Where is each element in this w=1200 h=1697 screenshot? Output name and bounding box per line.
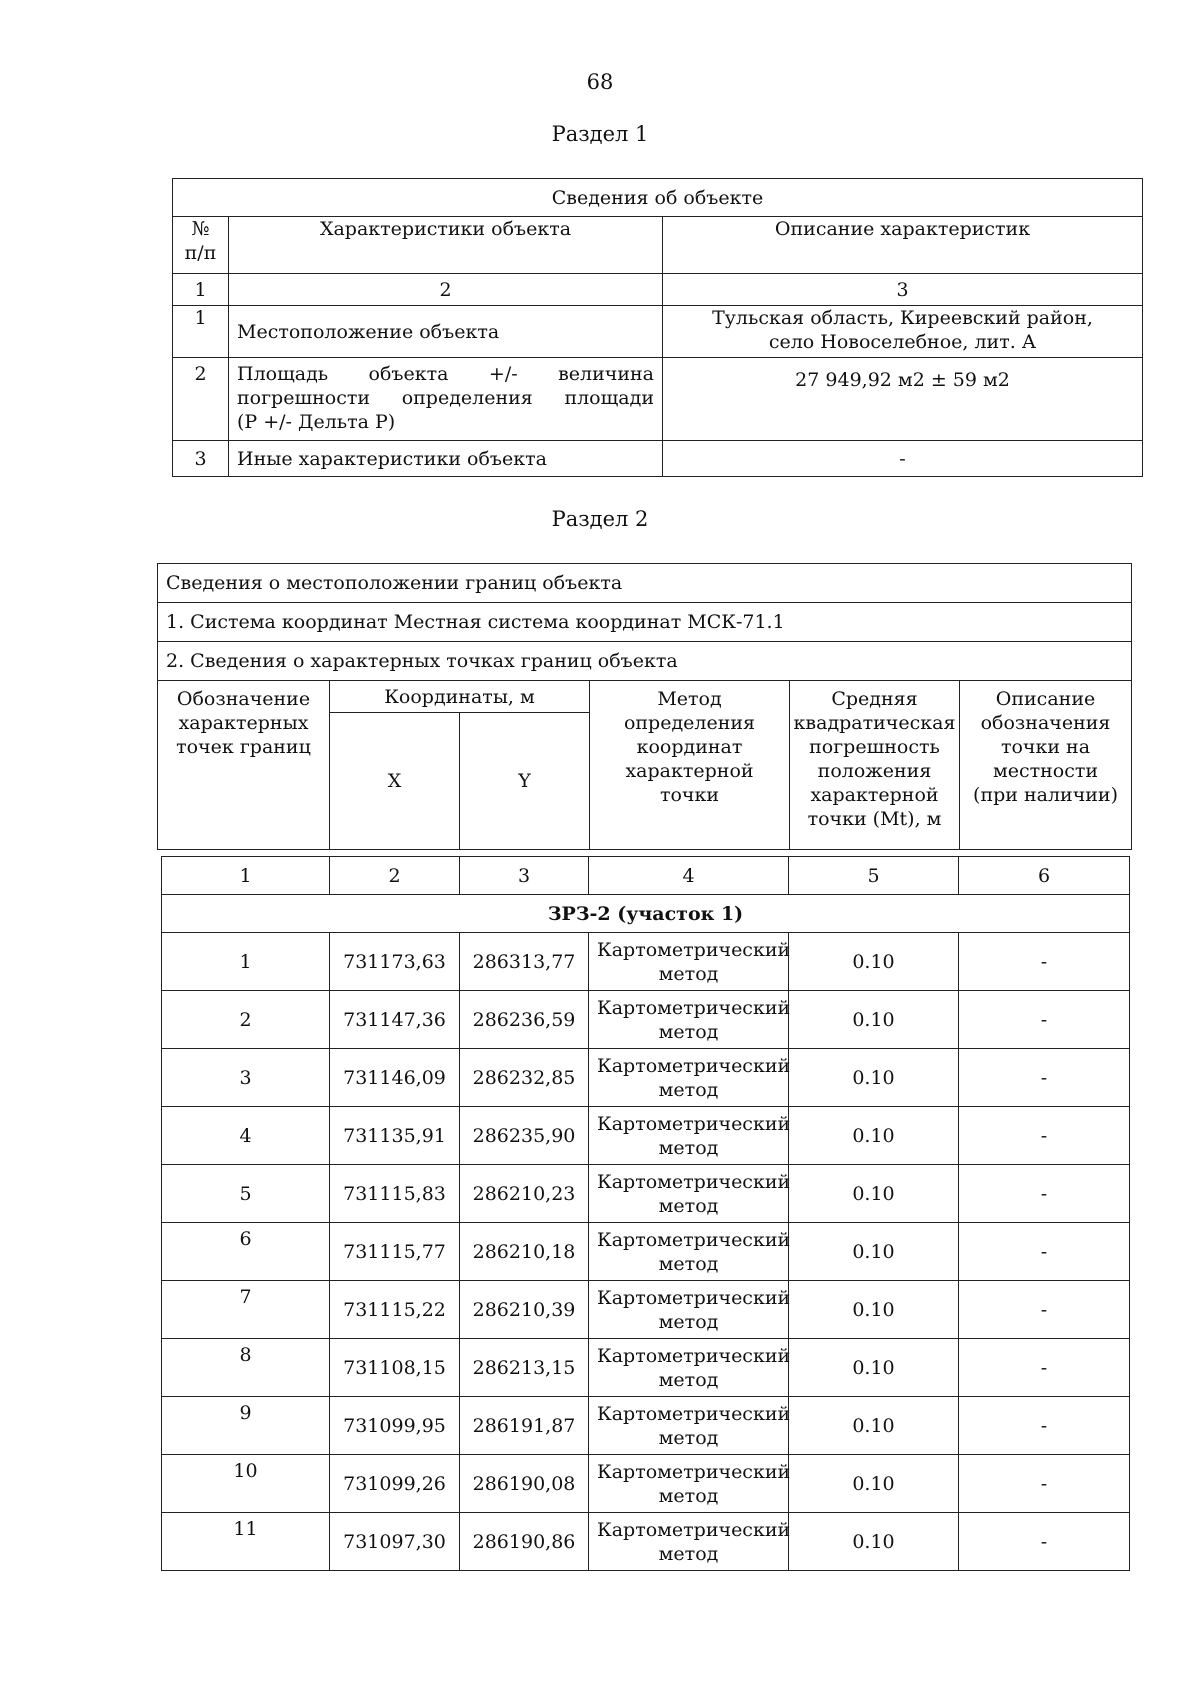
point-number: 2 — [162, 991, 330, 1049]
method-line: метод — [658, 1310, 719, 1333]
point-y: 286213,15 — [460, 1339, 589, 1397]
method-line: метод — [658, 1484, 719, 1507]
header-line: местности — [992, 760, 1099, 782]
header-designation — [158, 681, 330, 850]
point-description: - — [959, 1049, 1130, 1107]
boundary-points-table — [161, 856, 1130, 1571]
method-line: метод — [658, 1136, 719, 1159]
col-number: 1 — [173, 274, 229, 306]
point-y: 286232,85 — [460, 1049, 589, 1107]
header-line: точки — [659, 784, 720, 806]
header-x: X — [330, 713, 460, 850]
point-method — [589, 991, 789, 1049]
header-line: Описание — [995, 688, 1096, 710]
name-line: (Р +/- Дельта Р) — [237, 411, 396, 433]
section1-title: Раздел 1 — [551, 122, 649, 146]
word: объекта — [368, 363, 449, 385]
points-title-row: 2. Сведения о характерных точках границ объекта — [158, 642, 1132, 681]
table-row — [173, 358, 1143, 441]
method-line: метод — [658, 1078, 719, 1101]
boundary-title-row: Сведения о местоположении границ объекта — [158, 564, 1132, 603]
method-line: Картометрический — [597, 1344, 791, 1367]
table-row — [162, 933, 1130, 991]
coordinate-system-row: 1. Система координат Местная система координат МСК-71.1 — [158, 603, 1132, 642]
point-number: 5 — [162, 1165, 330, 1223]
method-line: Картометрический — [597, 1460, 791, 1483]
point-description: - — [959, 1455, 1130, 1513]
point-number: 9 — [162, 1397, 330, 1455]
header-coordinates: Координаты, м — [330, 681, 590, 713]
point-method — [589, 1397, 789, 1455]
col-number: 3 — [460, 857, 589, 895]
point-description: - — [959, 1339, 1130, 1397]
point-x: 731135,91 — [330, 1107, 460, 1165]
col-number: 2 — [229, 274, 663, 306]
point-x: 731108,15 — [330, 1339, 460, 1397]
table-row — [162, 1513, 1130, 1571]
method-line: метод — [658, 1426, 719, 1449]
method-line: Картометрический — [597, 1518, 791, 1541]
method-line: метод — [658, 1020, 719, 1043]
header-line: (при наличии) — [973, 784, 1118, 806]
point-number: 6 — [162, 1223, 330, 1281]
point-description: - — [959, 1281, 1130, 1339]
table-row — [173, 306, 1143, 358]
object-info-title: Сведения об объекте — [173, 179, 1143, 217]
point-description: - — [959, 1165, 1130, 1223]
point-method — [589, 1107, 789, 1165]
point-description: - — [959, 1107, 1130, 1165]
word: площади — [564, 387, 654, 409]
method-line: Картометрический — [597, 1228, 791, 1251]
table-row — [162, 1049, 1130, 1107]
row-num: 3 — [173, 441, 229, 477]
point-description: - — [959, 991, 1130, 1049]
word: +/- — [488, 363, 518, 385]
point-method — [589, 1455, 789, 1513]
boundary-header-table — [157, 563, 1132, 850]
point-number: 10 — [162, 1455, 330, 1513]
table-row — [162, 1165, 1130, 1223]
row-name: Иные характеристики объекта — [229, 441, 663, 477]
table-row — [162, 1455, 1130, 1513]
point-y: 286190,08 — [460, 1455, 589, 1513]
point-number: 1 — [162, 933, 330, 991]
header-error — [790, 681, 960, 850]
col-number: 1 — [162, 857, 330, 895]
point-method — [589, 1165, 789, 1223]
word: величина — [558, 363, 654, 385]
header-description — [960, 681, 1132, 850]
row-num: 1 — [173, 306, 229, 358]
header-y: Y — [460, 713, 590, 850]
table-row — [162, 1281, 1130, 1339]
point-y: 286191,87 — [460, 1397, 589, 1455]
method-line: Картометрический — [597, 1170, 791, 1193]
point-number: 3 — [162, 1049, 330, 1107]
point-x: 731115,22 — [330, 1281, 460, 1339]
col-number: 3 — [663, 274, 1143, 306]
point-error: 0.10 — [789, 1223, 959, 1281]
point-y: 286236,59 — [460, 991, 589, 1049]
point-method — [589, 1223, 789, 1281]
method-line: метод — [658, 1194, 719, 1217]
point-description: - — [959, 1513, 1130, 1571]
table-row — [162, 1397, 1130, 1455]
point-number: 8 — [162, 1339, 330, 1397]
point-method — [589, 1513, 789, 1571]
header-method — [590, 681, 790, 850]
header-line: квадратическая — [793, 712, 956, 734]
method-line: Картометрический — [597, 1112, 791, 1135]
point-x: 731099,26 — [330, 1455, 460, 1513]
point-x: 731115,83 — [330, 1165, 460, 1223]
header-line: характерной — [625, 760, 754, 782]
method-line: Картометрический — [597, 1286, 791, 1309]
desc-line: село Новоселебное, лит. А — [768, 331, 1037, 353]
col-number: 4 — [589, 857, 789, 895]
point-error: 0.10 — [789, 1281, 959, 1339]
row-num: 2 — [173, 358, 229, 441]
row-desc — [663, 306, 1143, 358]
point-y: 286210,23 — [460, 1165, 589, 1223]
point-method — [589, 1049, 789, 1107]
header-line: определения — [623, 712, 756, 734]
method-line: Картометрический — [597, 1054, 791, 1077]
section2-title: Раздел 2 — [551, 507, 649, 531]
header-line: обозначения — [980, 712, 1111, 734]
header-num: № п/п — [173, 217, 229, 274]
method-line: Картометрический — [597, 938, 791, 961]
header-characteristics: Характеристики объекта — [229, 217, 663, 274]
point-x: 731147,36 — [330, 991, 460, 1049]
col-number: 5 — [789, 857, 959, 895]
header-line: точки (Mt), м — [807, 808, 942, 830]
method-line: метод — [658, 962, 719, 985]
table-row — [162, 991, 1130, 1049]
point-error: 0.10 — [789, 933, 959, 991]
point-error: 0.10 — [789, 1513, 959, 1571]
method-line: метод — [658, 1368, 719, 1391]
point-error: 0.10 — [789, 1339, 959, 1397]
point-x: 731146,09 — [330, 1049, 460, 1107]
point-error: 0.10 — [789, 1455, 959, 1513]
point-error: 0.10 — [789, 1049, 959, 1107]
word: погрешности — [237, 387, 371, 409]
header-line: координат — [636, 736, 743, 758]
point-y: 286235,90 — [460, 1107, 589, 1165]
method-line: метод — [658, 1252, 719, 1275]
header-line: Средняя — [831, 688, 918, 710]
point-method — [589, 1339, 789, 1397]
point-description: - — [959, 1397, 1130, 1455]
point-x: 731099,95 — [330, 1397, 460, 1455]
row-desc: 27 949,92 м2 ± 59 м2 — [663, 358, 1143, 441]
header-line: характерной — [810, 784, 939, 806]
point-error: 0.10 — [789, 1165, 959, 1223]
point-description: - — [959, 1223, 1130, 1281]
method-line: Картометрический — [597, 1402, 791, 1425]
row-desc: - — [663, 441, 1143, 477]
row-name: Местоположение объекта — [229, 306, 663, 358]
table-row — [162, 1223, 1130, 1281]
col-number: 6 — [959, 857, 1130, 895]
table-row — [162, 1339, 1130, 1397]
table-row — [162, 1107, 1130, 1165]
point-x: 731097,30 — [330, 1513, 460, 1571]
point-y: 286210,39 — [460, 1281, 589, 1339]
point-x: 731173,63 — [330, 933, 460, 991]
group-title: ЗРЗ-2 (участок 1) — [162, 895, 1130, 933]
point-description: - — [959, 933, 1130, 991]
object-info-table — [172, 178, 1143, 477]
word: Площадь — [237, 363, 329, 385]
point-y: 286313,77 — [460, 933, 589, 991]
col-number: 2 — [330, 857, 460, 895]
header-line: погрешность — [809, 736, 940, 758]
desc-line: Тульская область, Киреевский район, — [712, 307, 1093, 329]
header-line: точек границ — [176, 736, 311, 758]
point-method — [589, 1281, 789, 1339]
header-line: Метод — [657, 688, 722, 710]
header-line: Обозначение — [176, 688, 311, 710]
header-line: точки на — [1000, 736, 1091, 758]
point-error: 0.10 — [789, 1397, 959, 1455]
point-error: 0.10 — [789, 991, 959, 1049]
point-number: 7 — [162, 1281, 330, 1339]
method-line: Картометрический — [597, 996, 791, 1019]
header-description: Описание характеристик — [663, 217, 1143, 274]
table-row — [173, 441, 1143, 477]
point-error: 0.10 — [789, 1107, 959, 1165]
method-line: метод — [658, 1542, 719, 1565]
point-number: 4 — [162, 1107, 330, 1165]
header-line: положения — [817, 760, 932, 782]
page-number: 68 — [586, 70, 614, 94]
row-name — [229, 358, 663, 441]
point-number: 11 — [162, 1513, 330, 1571]
point-y: 286190,86 — [460, 1513, 589, 1571]
header-line: характерных — [178, 712, 309, 734]
point-x: 731115,77 — [330, 1223, 460, 1281]
point-y: 286210,18 — [460, 1223, 589, 1281]
word: определения — [401, 387, 533, 409]
point-method — [589, 933, 789, 991]
